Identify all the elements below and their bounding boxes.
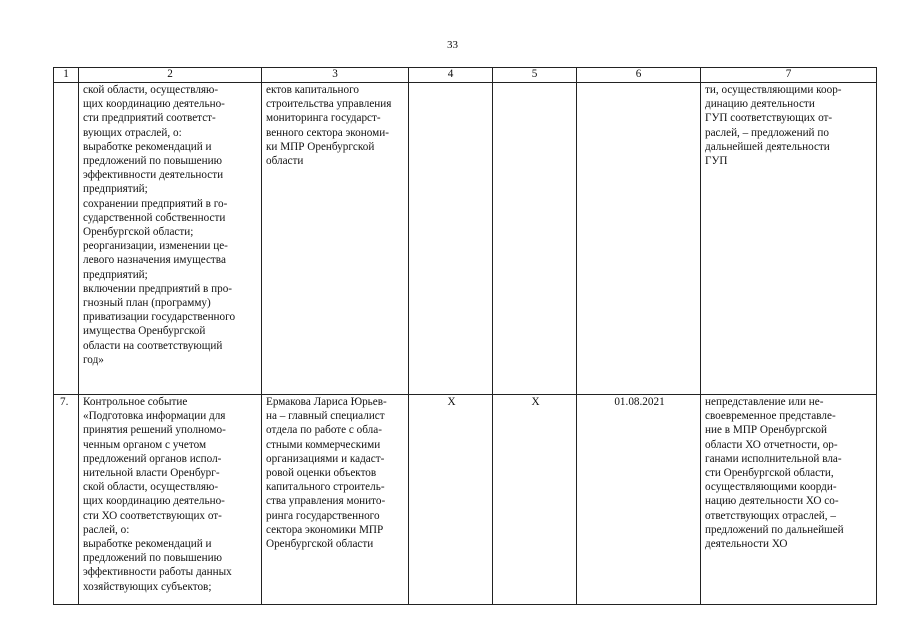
date-cell: 01.08.2021 bbox=[577, 395, 701, 605]
column-number-1: 1 bbox=[54, 68, 79, 83]
column-5-cell bbox=[493, 83, 577, 395]
row-number-cell bbox=[54, 83, 79, 395]
row-number-cell: 7. bbox=[54, 395, 79, 605]
column-number-4: 4 bbox=[409, 68, 493, 83]
column-4-cell bbox=[409, 83, 493, 395]
responsible-person-cell: ектов капитального строительства управления мониторинга государст- венного сектора экономи- ки МПР Оренбургской области bbox=[262, 83, 409, 395]
column-number-5: 5 bbox=[493, 68, 577, 83]
column-4-cell: Х bbox=[409, 395, 493, 605]
event-description-cell: ской области, осуществляю- щих координацию деятельно- сти предприятий соответст- вующих отраслей, о: выработке рекомендаций и предложений по повышению эффективности деятельности предприятий; сохранении предприятий в го- сударственной собственности Оренбургской области; реорганизации, изменении це- левого назначения имущества предприятий; включении предприятий в про- гнозный план (программу) приватизации государственного имущества Оренбургской области на соответствующий год» bbox=[79, 83, 262, 395]
table-row bbox=[54, 83, 877, 395]
table-row bbox=[54, 395, 877, 605]
column-number-6: 6 bbox=[577, 68, 701, 83]
table-header-row bbox=[54, 68, 877, 83]
column-5-cell: Х bbox=[493, 395, 577, 605]
risk-description-cell: непредставление или не- своевременное представле- ние в МПР Оренбургской области ХО отчетности, ор- ганами исполнительной вла- сти Оренбургской области, осуществляющими коорди- нацию деятельности ХО со- ответствующих отраслей, – предложений по дальнейшей деятельности ХО bbox=[701, 395, 877, 605]
control-events-table bbox=[53, 67, 877, 605]
responsible-person-cell: Ермакова Лариса Юрьев- на – главный специалист отдела по работе с обла- стными коммерческими организациями и кадаст- ровой оценки объектов капитального строитель- ства управления монито- ринга государственного сектора экономики МПР Оренбургской области bbox=[262, 395, 409, 605]
event-description-cell: Контрольное событие «Подготовка информации для принятия решений уполномо- ченным органом с учетом предложений органов испол- нительной власти Оренбург- ской области, осуществляю- щих координацию деятельно- сти ХО соответствующих от- раслей, о: выработке рекомендаций и предложений по повышению эффективности работы данных хозяйствующих субъектов; bbox=[79, 395, 262, 605]
page-number: 33 bbox=[447, 39, 458, 51]
date-cell bbox=[577, 83, 701, 395]
risk-description-cell: ти, осуществляющими коор- динацию деятельности ГУП соответствующих от- раслей, – предложений по дальнейшей деятельности ГУП bbox=[701, 83, 877, 395]
column-number-2: 2 bbox=[79, 68, 262, 83]
column-number-7: 7 bbox=[701, 68, 877, 83]
column-number-3: 3 bbox=[262, 68, 409, 83]
